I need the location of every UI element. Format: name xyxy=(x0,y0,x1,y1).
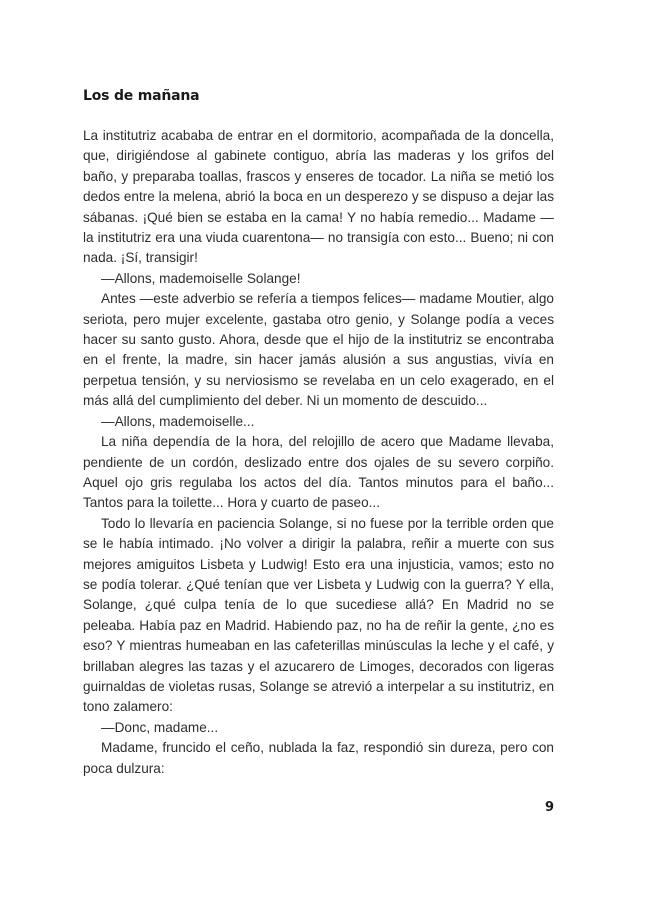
paragraph: Todo lo llevaría en paciencia Solange, si no fuese por la terrible orden que se le había intimado. ¡No volver a dirigir la palabra, reñir a muerte con sus mejores amiguitos Lisbeta y Ludwig! Esto era una injusticia, vamos; esto no se podía tolerar. ¿Qué tenían que ver Lisbeta y Ludwig con la guerra? Y ella, Solange, ¿qué culpa tenía de lo que sucediese allá? En Madrid no se peleaba. Había paz en Madrid. Habiendo paz, no ha de reñir la gente, ¿no es eso? Y mientras humeaban en las cafeterillas minúsculas la leche y el café, y brillaban alegres las tazas y el azucarero de Limoges, decorados con ligeras guirnaldas de violetas rusas, Solange se atrevió a interpelar a su institutriz, en tono zalamero: xyxy=(83,515,554,715)
paragraph-dialogue: —Donc, madame... xyxy=(101,719,219,735)
body-text xyxy=(83,126,554,779)
paragraph: Madame, fruncido el ceño, nublada la faz, respondió sin dureza, pero con poca dulzura: xyxy=(83,740,554,776)
paragraph-dialogue: —Allons, mademoiselle... xyxy=(101,413,255,429)
paragraph: La institutriz acababa de entrar en el dormitorio, acompañada de la doncella, que, dirigiéndose al gabinete contiguo, abría las maderas y los grifos del baño, y preparaba toallas, frascos y enseres de tocador. La niña se metió los dedos entre la melena, abrió la boca en un desperezo y se dispuso a dejar las sábanas. ¡Qué bien se estaba en la cama! Y no había remedio... Madame —la institutriz era una viuda cuarentona— no transigía con esto... Bueno; ni con nada. ¡Sí, transigir! xyxy=(83,128,554,266)
page-number: 9 xyxy=(544,800,554,815)
paragraph: Antes —este adverbio se refería a tiempos felices— madame Moutier, algo seriota, pero mujer excelente, gastaba otro genio, y Solange podía a veces hacer su santo gusto. Ahora, desde que el hijo de la institutriz se encontraba en el frente, la madre, sin hacer jamás alusión a sus angustias, vivía en perpetua tensión, y su nerviosismo se revelaba en un celo exagerado, en el más allá del cumplimiento del deber. Ni un momento de descuido... xyxy=(83,291,554,409)
paragraph-dialogue: —Allons, mademoiselle Solange! xyxy=(101,270,301,286)
chapter-title: Los de mañana xyxy=(83,88,200,104)
paragraph: La niña dependía de la hora, del relojillo de acero que Madame llevaba, pendiente de un cordón, deslizado entre dos ojales de su severo corpiño. Aquel ojo gris regulaba los actos del día. Tantos minutos para el baño... Tantos para la toilette... Hora y cuarto de paseo... xyxy=(83,434,554,511)
